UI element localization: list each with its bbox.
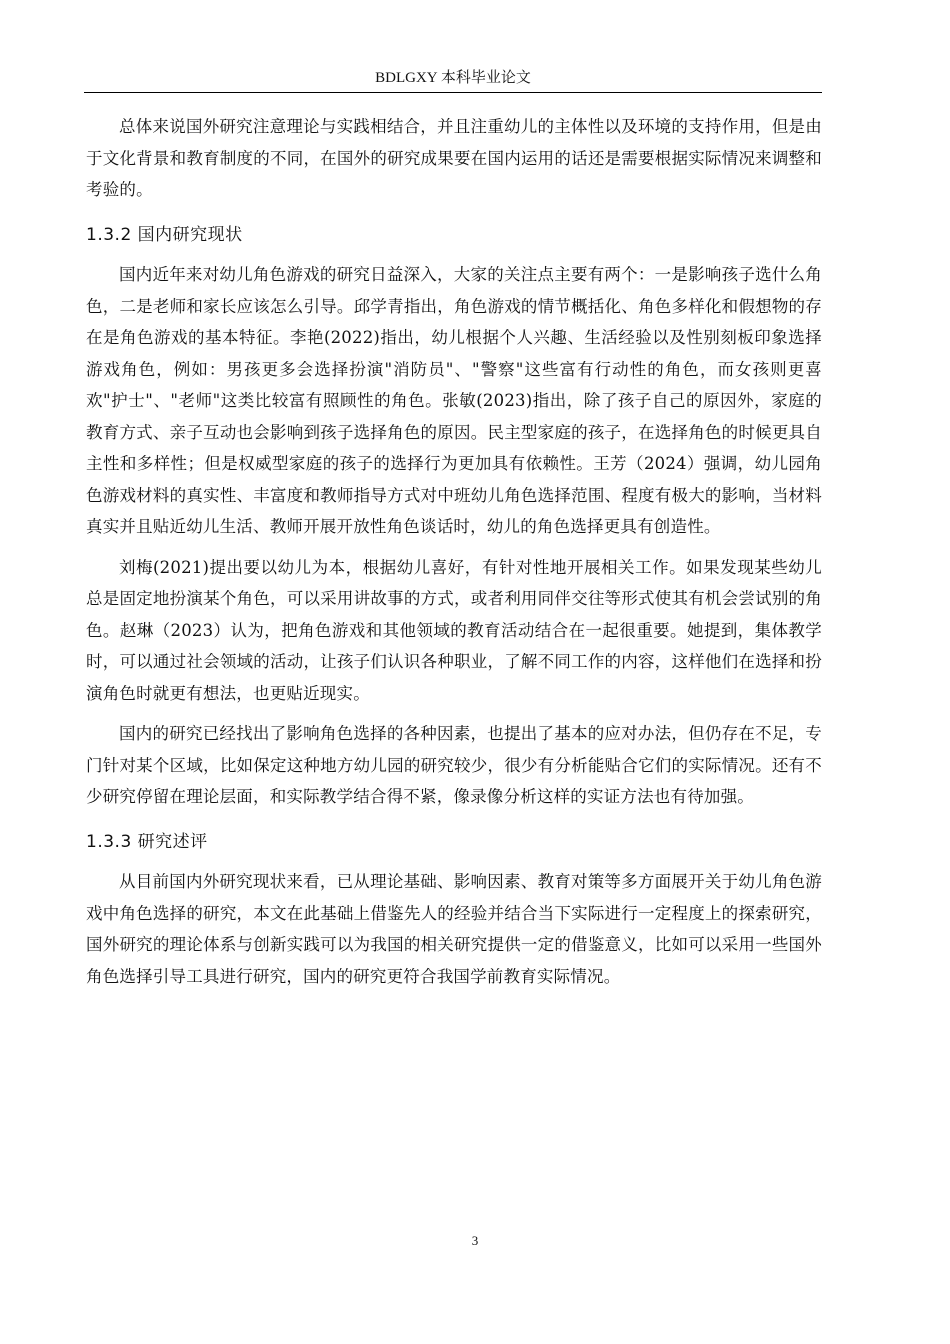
page-number: 3 [471,1233,479,1248]
section-heading-research-review: 1.3.3 研究述评 [86,831,208,852]
paragraph-domestic-guidance: 刘梅(2021)提出要以幼儿为本，根据幼儿喜好，有针对性地开展相关工作。如果发现某些幼儿总是固定地扮演某个角色，可以采用讲故事的方式，或者利用同伴交往等形式使其有机会尝试别的角色。赵琳（2023）认为，把角色游戏和其他领域的教育活动结合在一起很重要。她提到，集体教学时，可以通过社会领域的活动，让孩子们认识各种职业，了解不同工作的内容，这样他们在选择和扮演角色时就更有想法，也更贴近现实。 [86,557,822,703]
spacer [86,813,822,827]
section-heading-domestic-research: 1.3.2 国内研究现状 [86,224,243,245]
spacer [86,251,822,259]
body-text [86,111,822,992]
header-divider [84,92,822,93]
paragraph-foreign-summary: 总体来说国外研究注意理论与实践相结合，并且注重幼儿的主体性以及环境的支持作用，但是由于文化背景和教育制度的不同，在国外的研究成果要在国内运用的话还是需要根据实际情况来调整和考验的。 [86,117,822,199]
paragraph-domestic-factors: 国内近年来对幼儿角色游戏的研究日益深入，大家的关注点主要有两个：一是影响孩子选什么角色，二是老师和家长应该怎么引导。邱学青指出，角色游戏的情节概括化、角色多样化和假想物的存在是角色游戏的基本特征。李艳(2022)指出，幼儿根据个人兴趣、生活经验以及性别刻板印象选择游戏角色，例如：男孩更多会选择扮演"消防员"、"警察"这些富有行动性的角色，而女孩则更喜欢"护士"、"老师"这类比较富有照顾性的角色。张敏(2023)指出，除了孩子自己的原因外，家庭的教育方式、亲子互动也会影响到孩子选择角色的原因。民主型家庭的孩子，在选择角色的时候更具自主性和多样性；但是权威型家庭的孩子的选择行为更加具有依赖性。王芳（2024）强调，幼儿园角色游戏材料的真实性、丰富度和教师指导方式对中班幼儿角色选择范围、程度有极大的影响，当材料真实并且贴近幼儿生活、教师开展开放性角色谈话时，幼儿的角色选择更具有创造性。 [86,265,822,536]
spacer [86,709,822,718]
paragraph-research-review: 从目前国内外研究现状来看，已从理论基础、影响因素、教育对策等多方面展开关于幼儿角色游戏中角色选择的研究，本文在此基础上借鉴先人的经验并结合当下实际进行一定程度上的探索研究，国外研究的理论体系与创新实践可以为我国的相关研究提供一定的借鉴意义，比如可以采用一些国外角色选择引导工具进行研究，国内的研究更符合我国学前教育实际情况。 [86,872,822,986]
page-header-title: BDLGXY 本科毕业论文 [375,70,531,86]
paragraph-domestic-shortcomings: 国内的研究已经找出了影响角色选择的各种因素，也提出了基本的应对办法，但仍存在不足，专门针对某个区域，比如保定这种地方幼儿园的研究较少，很少有分析能贴合它们的实际情况。还有不少研究停留在理论层面，和实际教学结合得不紧，像录像分析这样的实证方法也有待加强。 [86,724,822,806]
spacer [86,858,822,866]
spacer [86,206,822,220]
spacer [86,543,822,552]
